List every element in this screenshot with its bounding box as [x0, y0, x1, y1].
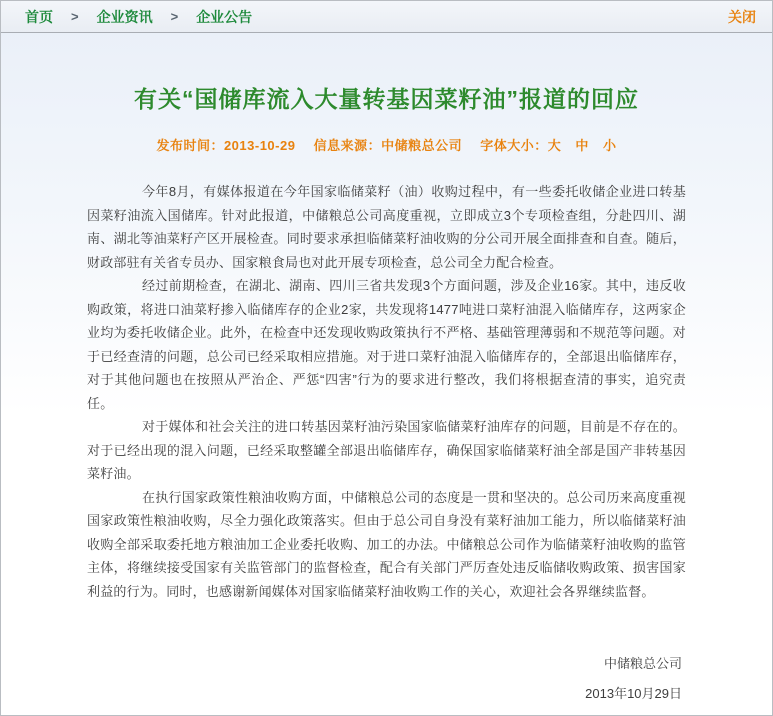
breadcrumb-item-news[interactable]: 企业资讯 [96, 8, 153, 25]
breadcrumb-separator-icon: > [170, 9, 179, 24]
source-value: 中储粮总公司 [381, 138, 463, 153]
font-size-medium-button[interactable]: 中 [575, 138, 589, 153]
paragraph: 经过前期检查，在湖北、湖南、四川三省共发现3个方面问题，涉及企业16家。其中，违反收购政策，将进口油菜籽掺入临储库存的企业2家，共发现将1477吨进口菜籽油混入临储库存，这两家企业均为委托收储企业。此外，在检查中还发现收购政策执行不严格、基础管理薄弱和不规范等问题。对于已经查清的问题，总公司已经采取相应措施。对于进口菜籽油混入临储库存的，全部退出临储库存，对于其他问题也在按照从严治企、严惩“四害”行为的要求进行整改，我们将根据查清的事实，追究责任。 [87, 278, 686, 411]
article-meta [1, 135, 772, 154]
source-label: 信息来源： [313, 138, 382, 153]
breadcrumb [25, 7, 728, 27]
breadcrumb-item-home[interactable]: 首页 [25, 8, 53, 25]
signature-block [87, 649, 686, 709]
signature-date: 2013年10月29日 [585, 686, 682, 701]
signature-org: 中储粮总公司 [603, 656, 682, 671]
page-title: 有关“国储库流入大量转基因菜籽油”报道的回应 [134, 86, 639, 112]
paragraph: 对于媒体和社会关注的进口转基因菜籽油污染国家临储菜籽油库存的问题，目前是不存在的。对于已经出现的混入问题，已经采取整罐全部退出临储库存，确保国家临储菜籽油全部是国产非转基因菜籽油。 [87, 419, 686, 481]
breadcrumb-item-announcements[interactable]: 企业公告 [196, 8, 253, 25]
close-button[interactable]: 关闭 [728, 8, 756, 25]
publish-time-value: 2013-10-29 [223, 138, 296, 153]
breadcrumb-bar [1, 1, 772, 33]
font-size-small-button[interactable]: 小 [603, 138, 617, 153]
font-size-label: 字体大小： [480, 138, 548, 153]
font-size-large-button[interactable]: 大 [547, 138, 562, 153]
paragraph: 在执行国家政策性粮油收购方面，中储粮总公司的态度是一贯和坚决的。总公司历来高度重视国家政策性粮油收购，尽全力强化政策落实。但由于总公司自身没有菜籽油加工能力，所以临储菜籽油收购全部采取委托地方粮油加工企业委托收购、加工的办法。中储粮总公司作为临储菜籽油收购的监管主体，将继续接受国家有关监管部门的监督检查，配合有关部门严厉查处违反临储收购政策、损害国家利益的行为。同时，也感谢新闻媒体对国家临储菜籽油收购工作的关心，欢迎社会各界继续监督。 [87, 489, 686, 599]
breadcrumb-separator-icon: > [71, 9, 79, 24]
publish-time-label: 发布时间： [156, 138, 224, 153]
paragraph: 今年8月，有媒体报道在今年国家临储菜籽（油）收购过程中，有一些委托收储企业进口转基因菜籽油流入国储库。针对此报道，中储粮总公司高度重视，立即成立3个专项检查组，分赴四川、湖南、湖北等油菜籽产区开展检查。同时要求承担临储菜籽油收购的分公司开展全面排查和自查。随后，财政部驻有关省专员办、国家粮食局也对此开展专项检查，总公司全力配合检查。 [87, 184, 686, 270]
article-body [87, 180, 686, 709]
